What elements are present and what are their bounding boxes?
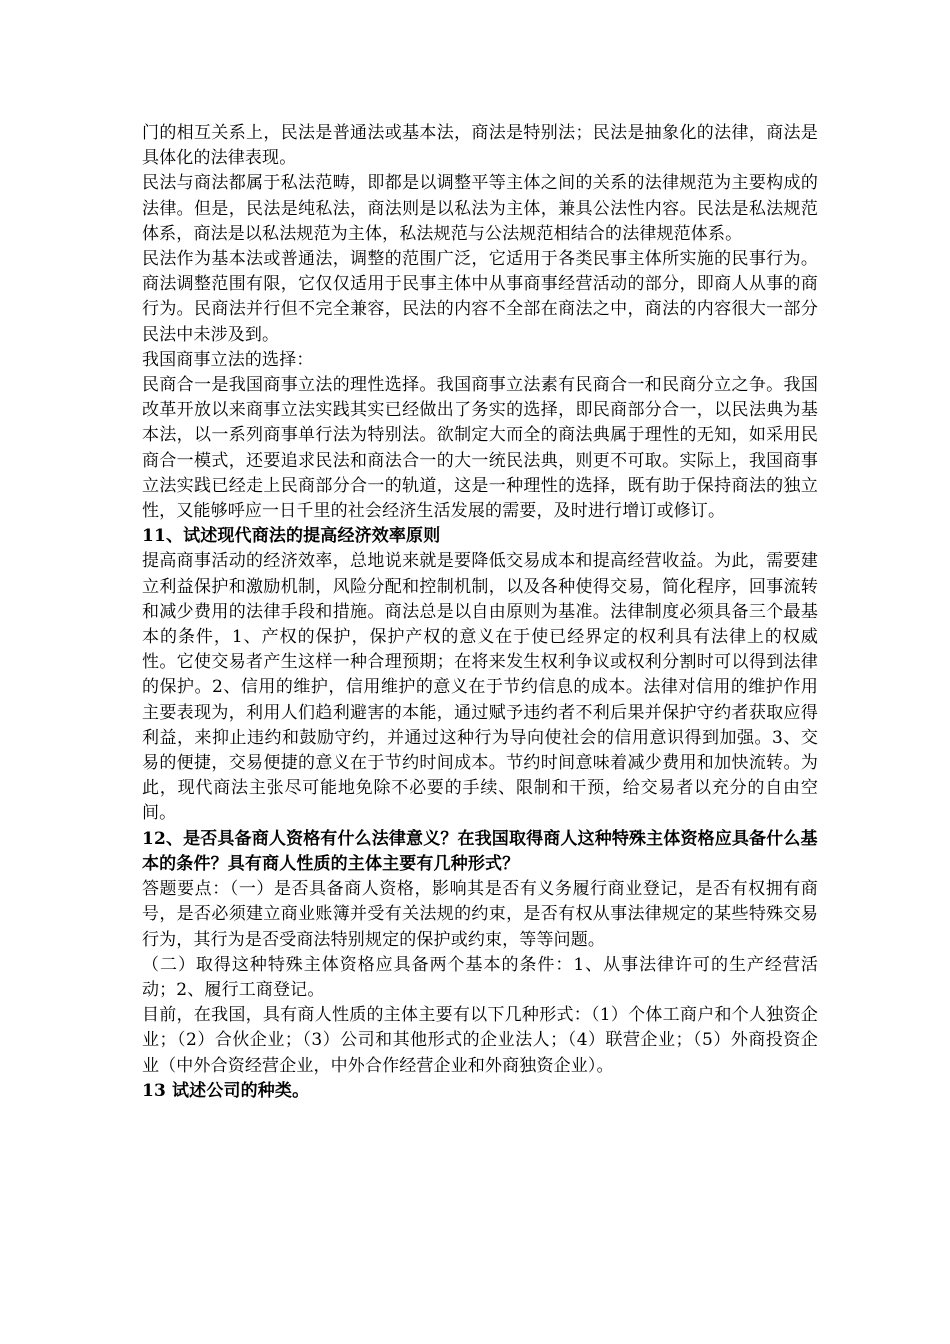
section-heading: 11、试述现代商法的提高经济效率原则 [142, 526, 441, 547]
paragraph: 门的相互关系上，民法是普通法或基本法，商法是特别法；民法是抽象化的法律，商法是具体化的法律表现。 [142, 123, 818, 169]
paragraph: 提高商事活动的经济效率，总地说来就是要降低交易成本和提高经营收益。为此，需要建立利益保护和激励机制，风险分配和控制机制，以及各种使得交易，简化程序，回事流转和减少费用的法律手段和措施。商法总是以自由原则为基准。法律制度必须具备三个最基本的条件，1、产权的保护，保护产权的意义在于使已经界定的权利具有法律上的权威性。它使交易者产生这样一种合理预期；在将来发生权利争议或权利分割时可以得到法律的保护。2、信用的维护，信用维护的意义在于节约信息的成本。法律对信用的维护作用主要表现为，利用人们趋利避害的本能，通过赋予违约者不利后果并保护守约者获取应得利益，来抑止违约和鼓励守约，并通过这种行为导向使社会的信用意识得到加强。3、交易的便捷，交易便捷的意义在于节约时间成本。节约时间意味着减少费用和加快流转。为此，现代商法主张尽可能地免除不必要的手续、限制和干预，给交易者以充分的自由空间。 [142, 551, 818, 824]
section-heading: 12、是否具备商人资格有什么法律意义？在我国取得商人这种特殊主体资格应具备什么基本的条件？具有商人性质的主体主要有几种形式？ [142, 828, 818, 874]
paragraph: 民商合一是我国商事立法的理性选择。我国商事立法素有民商合一和民商分立之争。我国改革开放以来商事立法实践其实已经做出了务实的选择，即民商部分合一，以民法典为基本法，以一系列商事单行法为特别法。欲制定大而全的商法典属于理性的无知，如采用民商合一模式，还要追求民法和商法合一的大一统民法典，则更不可取。实际上，我国商事立法实践已经走上民商部分合一的轨道，这是一种理性的选择，既有助于保持商法的独立性，又能够呼应一日千里的社会经济生活发展的需要，及时进行增订或修订。 [142, 375, 818, 522]
paragraph: 民法作为基本法或普通法，调整的范围广泛，它适用于各类民事主体所实施的民事行为。商法调整范围有限，它仅仅适用于民事主体中从事商事经营活动的部分，即商人从事的商行为。民商法并行但不完全兼容，民法的内容不全部在商法之中，商法的内容很大一部分民法中未涉及到。 [142, 249, 818, 345]
paragraph: 答题要点：（一）是否具备商人资格，影响其是否有义务履行商业登记，是否有权拥有商号，是否必须建立商业账簿并受有关法规的约束，是否有权从事法律规定的某些特殊交易行为，其行为是否受商法特别规定的保护或约束，等等问题。 [142, 879, 818, 950]
paragraph: 目前，在我国，具有商人性质的主体主要有以下几种形式：（1）个体工商户和个人独资企业；（2）合伙企业；（3）公司和其他形式的企业法人；（4）联营企业；（5）外商投资企业（中外合资经营企业，中外合作经营企业和外商独资企业）。 [142, 1005, 818, 1076]
section-heading: 13 试述公司的种类。 [142, 1080, 310, 1101]
paragraph: （二）取得这种特殊主体资格应具备两个基本的条件：1、从事法律许可的生产经营活动；2、履行工商登记。 [142, 954, 818, 1000]
paragraph: 民法与商法都属于私法范畴，即都是以调整平等主体之间的关系的法律规范为主要构成的法律。但是，民法是纯私法，商法则是以私法为主体，兼具公法性内容。民法是私法规范体系，商法是以私法规范为主体，私法规范与公法规范相结合的法律规范体系。 [142, 173, 818, 244]
paragraph: 我国商事立法的选择： [142, 349, 314, 370]
document-page [142, 121, 818, 1104]
